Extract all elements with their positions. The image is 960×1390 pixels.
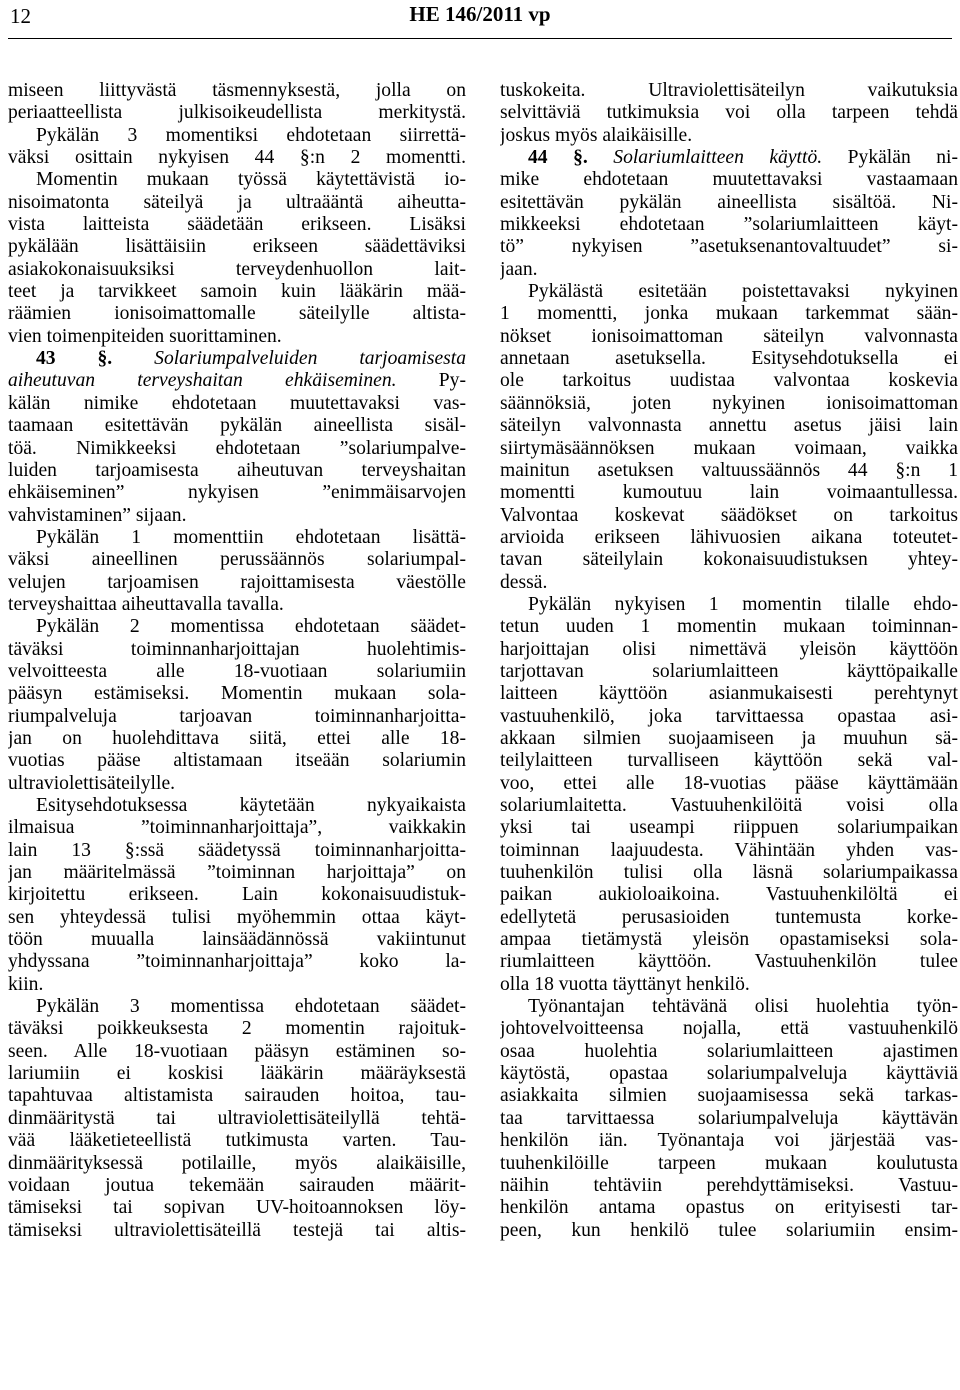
text-line: Työnantajan tehtävänä olisi huolehtia työn- <box>528 996 958 1018</box>
text-line: peen, kun henkilö tulee solariumiin ensim- <box>500 1219 958 1241</box>
text-line: toiminnan laajuudesta. Vähintään yhden vas- <box>500 839 958 861</box>
text-line: töä. Nimikkeeksi ehdotetaan ”solariumpalve- <box>8 437 466 459</box>
section-number: 44 §. <box>528 147 588 169</box>
document-id: HE 146/2011 vp <box>409 2 551 26</box>
text-line: säännöksiä, joten nykyinen ionisoimattoman <box>500 392 958 414</box>
text-line: tarjottavan solariumlaitteen käyttöpaikalle <box>500 660 958 682</box>
text-line: jan määritelmässä ”toiminnan harjoittaja” on <box>8 862 466 884</box>
text-line: tavan säteilylain kokonaisuudistuksen yhtey- <box>500 549 958 571</box>
text-line: pääsyn estämiseksi. Momentin mukaan sola- <box>8 683 466 705</box>
text-line: annetaan asetuksella. Esitysehdotuksella ei <box>500 348 958 370</box>
text-line: riumlaitteen käyttöön. Vastuuhenkilön tulee <box>500 951 958 973</box>
section-heading <box>500 147 958 169</box>
text-line: dessä. <box>500 571 548 593</box>
text-line: lain 13 §:ssä säädetyssä toiminnanharjoitta- <box>8 839 466 861</box>
text-line: sen yhteydessä tulisi myöhemmin ottaa käyt- <box>8 906 466 928</box>
text-line: tämiseksi tai sopivan UV-hoitoannoksen löy- <box>8 1197 466 1219</box>
text-line: yksi tai useampi riippuen solariumpaikan <box>500 817 958 839</box>
text-line: yhdyssana ”toiminnanharjoittaja” koko la- <box>8 951 466 973</box>
text-line: mike ehdotetaan muutettavaksi vastaamaan <box>500 169 958 191</box>
text-line: täväksi poikkeuksesta 2 momentin rajoituk- <box>8 1018 466 1040</box>
header-rule <box>8 38 952 39</box>
text-line: paikan aukioloaikoina. Vastuuhenkilöltä ei <box>500 884 958 906</box>
text-line: henkilön iän. Työnantaja voi järjestää vas- <box>500 1130 958 1152</box>
text-line: Pykälän 1 momenttiin ehdotetaan lisättä- <box>36 526 466 548</box>
text-line: teet ja tarvikkeet samoin kuin lääkärin mää- <box>8 281 466 303</box>
text-line: vien toimenpiteiden suorittaminen. <box>8 325 282 347</box>
text-line: räämien ionisoimattomalle säteilylle altista- <box>8 303 466 325</box>
text-line: nökset ionisoimattoman säteilyn valvonnasta <box>500 325 958 347</box>
text-line: selvittäviä tutkimuksia voi olla tarpeen tehdä <box>500 102 958 124</box>
text-line: dinmäärityksessä potilaille, myös alaikäisille, <box>8 1152 466 1174</box>
text-line: töön muualla lainsäädännössä vakiintunut <box>8 929 466 951</box>
text-line: 1 momentti, jonka mukaan tarkemmat sään- <box>500 303 958 325</box>
left-column <box>8 80 466 1242</box>
text-line: asiakokonaisuuksiksi terveydenhuollon lait- <box>8 258 466 280</box>
section-title: Solariumpalveluiden tarjoamisesta <box>154 348 466 370</box>
text-line: väksi osittain nykyisen 44 §:n 2 momentti. <box>8 147 466 169</box>
text-line: edellytetä perusasioiden tuntemusta korke- <box>500 906 958 928</box>
text-line: teilylaitteen turvalliseen käyttöön sekä val- <box>500 750 958 772</box>
text-line: joskus myös alaikäisille. <box>500 124 693 146</box>
text-line: pykälään lisättäisiin erikseen säädettäviksi <box>8 236 466 258</box>
text-line: Momentin mukaan työssä käytettävistä io- <box>36 169 466 191</box>
text-line: ehkäiseminen” nykyisen ”enimmäisarvojen <box>8 482 466 504</box>
text-line: Esitysehdotuksessa käytetään nykyaikaista <box>36 795 466 816</box>
text-line: kiin. <box>8 973 44 995</box>
text-line: momentti kumoutuu lain voimaantullessa. <box>500 482 958 504</box>
text-line: velujen tarjoamisen rajoittamisesta väestölle <box>8 571 466 593</box>
text-line: periaatteellista julkisoikeudellista merkitystä. <box>8 102 466 124</box>
text-line: riumpalveluja tarjoavan toiminnanharjoitta- <box>8 705 466 727</box>
text-line: terveyshaittaa aiheuttavalla tavalla. <box>8 593 284 615</box>
text-line: osaa huolehtia solariumlaitteen ajastimen <box>500 1040 958 1062</box>
text-fragment: Py- <box>396 370 466 392</box>
text-line: täväksi toiminnanharjoittajan huolehtimis- <box>8 638 466 660</box>
text-line: arvioida erikseen lähivuosien aikana toteutet- <box>500 526 958 548</box>
text-line: tapahtuvaa altistamista sairauden hoitoa, tau- <box>8 1085 466 1107</box>
text-line: vastuuhenkilö, joka tarvittaessa opastaa asi- <box>500 705 958 727</box>
text-line: harjoittajan olisi nimettävä yleisön käyttöön <box>500 638 958 660</box>
text-line: lariumiin ei koskisi lääkärin määräyksestä <box>8 1063 466 1085</box>
text-line: vää lääketieteellistä tutkimusta varten. Tau- <box>8 1130 466 1152</box>
text-line: akkaan silmien suojaamiseen ja muuhun sä- <box>500 727 958 749</box>
text-line: mikkeeksi ehdotetaan ”solariumlaitteen käyt- <box>500 214 958 236</box>
right-column <box>500 80 958 1242</box>
text-line: henkilön antama opastus on erityisesti tar- <box>500 1197 958 1219</box>
text-line: voidaan joutua tekemään sairauden määrit- <box>8 1174 466 1196</box>
text-line: ilmaisua ”toiminnanharjoittaja”, vaikkakin <box>8 817 466 839</box>
text-line: nisoimatonta säteilyä ja ultraääntä aiheutta- <box>8 191 466 213</box>
text-line: Pykälän 3 momentiksi ehdotetaan siirrettä- <box>36 124 466 146</box>
text-fragment: Pykälän ni- <box>822 147 958 169</box>
text-line: velvoitteesta alle 18-vuotiaan solariumiin <box>8 660 466 682</box>
text-line: olla 18 vuotta täyttänyt henkilö. <box>500 973 750 995</box>
text-line: seen. Alle 18-vuotiaan pääsyn estäminen so- <box>8 1040 466 1062</box>
text-line: jan on huolehdittava siitä, ettei alle 18- <box>8 727 466 749</box>
section-heading <box>8 348 466 370</box>
text-line: johtovelvoitteensa nojalla, että vastuuhenkilö <box>500 1018 958 1040</box>
text-line: voo, ettei alle 18-vuotias pääse käyttämään <box>500 772 958 794</box>
text-line: esitettävän pykälän aineellista sisältöä. Ni- <box>500 191 958 213</box>
text-line: laitteen käyttöön asianmukaisesti perehtynyt <box>500 683 958 705</box>
text-line: Pykälän 2 momentissa ehdotetaan säädet- <box>36 616 466 638</box>
text-line: solariumlaitetta. Vastuuhenkilöitä voisi olla <box>500 795 958 816</box>
text-line: Valvontaa koskevat säädökset on tarkoitus <box>500 504 958 526</box>
text-line: vahvistaminen” sijaan. <box>8 504 187 526</box>
text-line: taamaan esitettävän pykälän aineellista sisäl- <box>8 415 466 437</box>
text-line: tuuhenkilöille tarpeen mukaan koulutusta <box>500 1152 958 1174</box>
text-line: dinmääritystä tai ultraviolettisäteilyllä tehtä- <box>8 1107 466 1129</box>
text-line: luiden tarjoamisesta aiheutuvan terveyshaitan <box>8 459 466 481</box>
section-number: 43 §. <box>36 348 113 370</box>
text-line: tuuhenkilön tulisi olla läsnä solariumpaikassa <box>500 862 958 884</box>
text-line: asiakkaita silmien suojaamisessa sekä tarkas- <box>500 1085 958 1107</box>
text-line: näihin tehtäviin perehdyttämiseksi. Vastuu- <box>500 1174 958 1196</box>
text-line: tö” nykyisen ”asetuksenantovaltuudet” si- <box>500 236 958 258</box>
text-line: Pykälän 3 momentissa ehdotetaan säädet- <box>36 996 466 1018</box>
text-line: vista laitteista säädetään erikseen. Lisäksi <box>8 214 466 236</box>
text-line: mainitun asetuksen valtuussäännös 44 §:n 1 <box>500 459 958 481</box>
page-header <box>0 0 960 40</box>
text-line: kirjoitettu erikseen. Lain kokonaisuudistuk- <box>8 884 466 906</box>
text-line: vuotias pääse altistamaan itseään solariumin <box>8 750 466 772</box>
section-title: Solariumlaitteen käyttö. <box>613 147 823 169</box>
text-line: ultraviolettisäteilylle. <box>8 772 176 794</box>
text-line <box>8 370 466 392</box>
text-line: jaan. <box>500 258 538 280</box>
page-number: 12 <box>10 4 31 28</box>
text-line: ole tarkoitus uudistaa valvontaa koskevia <box>500 370 958 392</box>
text-line: Pykälästä esitetään poistettavaksi nykyinen <box>528 281 958 303</box>
text-line: tämiseksi ultraviolettisäteillä testejä tai altis- <box>8 1219 466 1241</box>
text-line: ampaa tietämystä yleisön opastamiseksi sola- <box>500 929 958 951</box>
text-line: käytöstä, opastaa solariumpalveluja käyttäviä <box>500 1063 958 1085</box>
text-line: tetun uuden 1 momentin mukaan toiminnan- <box>500 616 958 638</box>
text-line: tuskokeita. Ultraviolettisäteilyn vaikutuksia <box>500 80 958 101</box>
text-line: siirtymäsäännöksen mukaan voimaan, vaikka <box>500 437 958 459</box>
text-line: taa tarvittaessa solariumpalveluja käyttävän <box>500 1107 958 1129</box>
text-line: kälän nimike ehdotetaan muutettavaksi vas- <box>8 392 466 414</box>
section-title: aiheutuvan terveyshaitan ehkäiseminen. <box>8 370 397 392</box>
text-line: Pykälän nykyisen 1 momentin tilalle ehdo- <box>528 593 958 615</box>
text-line: miseen liittyvästä täsmennyksestä, jolla on <box>8 80 466 101</box>
text-line: väksi aineellinen perussäännös solariumpal- <box>8 549 466 571</box>
text-line: säteilyn valvonnasta annettu asetus jäisi lain <box>500 415 958 437</box>
